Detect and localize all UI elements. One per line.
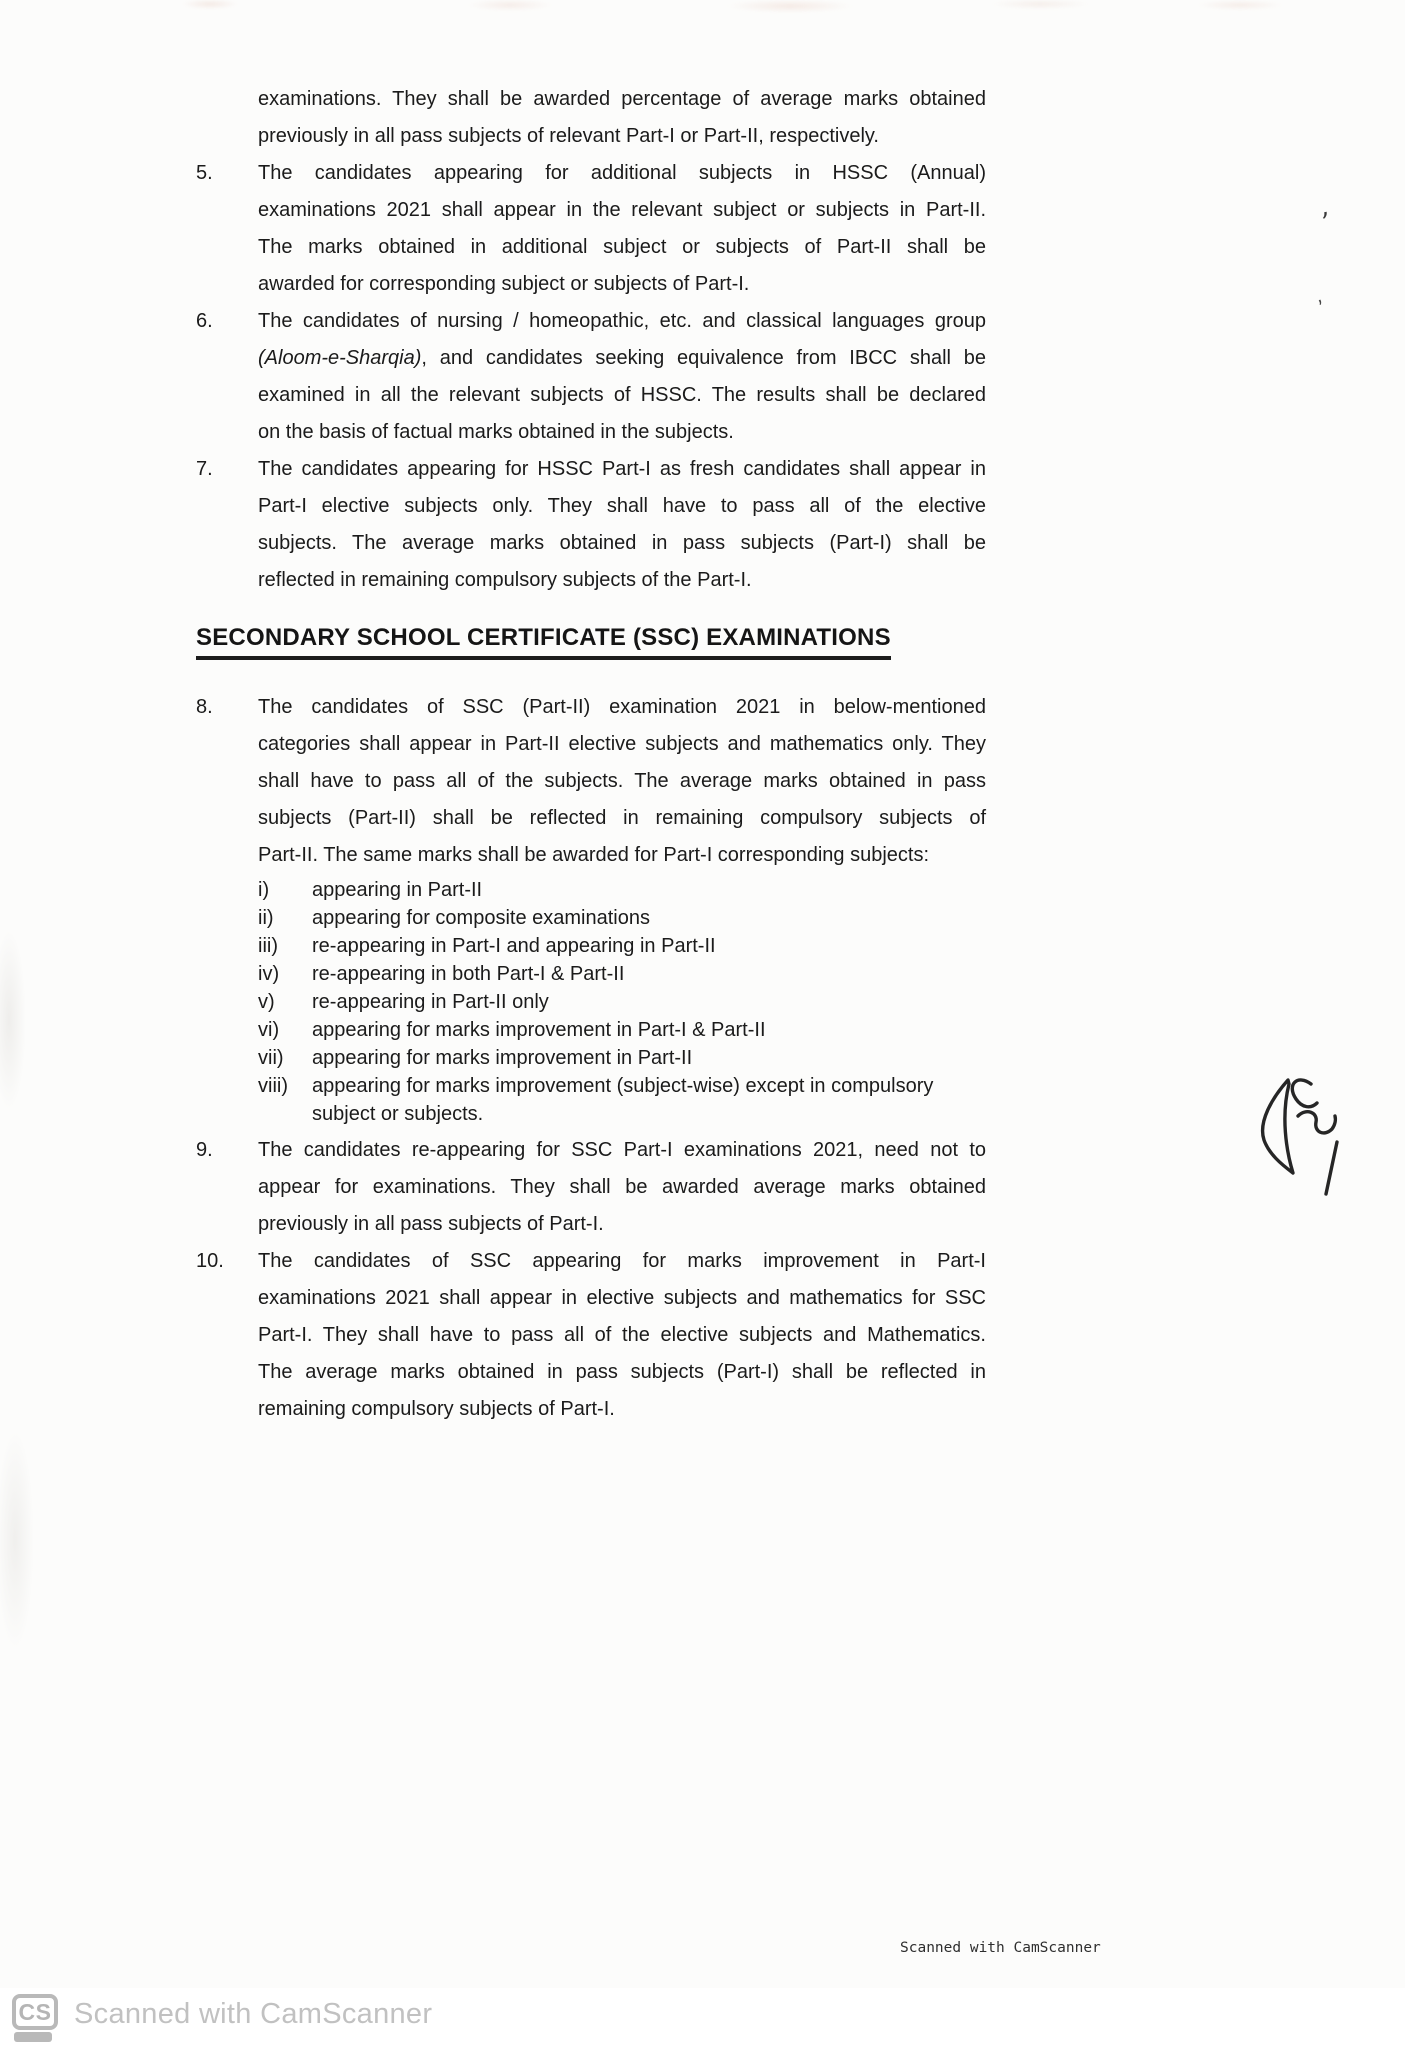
sublist-numeral: ii): [258, 907, 274, 929]
text-line: re-appearing in Part-II only: [312, 991, 549, 1013]
sublist-numeral: i): [258, 879, 270, 901]
item-number: 9.: [196, 1139, 213, 1161]
document-body: [196, 81, 986, 1428]
sublist-numeral: iii): [258, 935, 278, 957]
text-line: The candidates re-appearing for SSC Part-I examinations 2021, need not to: [258, 1139, 986, 1161]
paragraph-item-5: [196, 155, 986, 303]
sublist-categories: [258, 876, 986, 1128]
camscanner-logo-icon: [12, 1994, 60, 2042]
text-line: Part-I. They shall have to pass all of the elective subjects and Mathematics.: [258, 1324, 986, 1346]
text-line: examinations 2021 shall appear in the relevant subject or subjects in Part-II.: [258, 199, 986, 221]
text-line: Part-II. The same marks shall be awarded for Part-I corresponding subjects:: [258, 844, 930, 866]
text-segment: , and candidates seeking equivalence from IBCC shall be: [421, 347, 986, 369]
text-line: categories shall appear in Part-II elective subjects and mathematics only. They: [258, 733, 986, 755]
item-number: 8.: [196, 696, 213, 718]
text-line: remaining compulsory subjects of Part-I.: [258, 1398, 615, 1420]
text-line: awarded for corresponding subject or subjects of Part-I.: [258, 273, 750, 295]
text-line: appearing for marks improvement (subject-wise) except in compulsory: [312, 1075, 934, 1097]
text-line: examined in all the relevant subjects of HSSC. The results shall be declared: [258, 384, 986, 406]
text-line: appearing for marks improvement in Part-II: [312, 1047, 693, 1069]
text-line: [258, 340, 986, 377]
text-line: appear for examinations. They shall be awarded average marks obtained: [258, 1176, 986, 1198]
text-line: re-appearing in both Part-I & Part-II: [312, 963, 625, 985]
scan-smudge: [0, 1430, 34, 1650]
handwritten-signature: [1248, 1072, 1348, 1207]
text-line: examinations 2021 shall appear in elective subjects and mathematics for SSC: [258, 1287, 986, 1309]
text-line: The candidates of SSC (Part-II) examination 2021 in below-mentioned: [258, 696, 986, 718]
text-line: re-appearing in Part-I and appearing in Part-II: [312, 935, 716, 957]
text-line: subjects. The average marks obtained in pass subjects (Part-I) shall be: [258, 532, 986, 554]
text-line: The candidates appearing for additional subjects in HSSC (Annual): [258, 162, 986, 184]
pen-mark: ,: [1308, 286, 1326, 308]
paragraph-item-8: [196, 689, 986, 874]
italic-term: (Aloom-e-Sharqia): [258, 347, 422, 369]
sublist-item-ii: [258, 904, 986, 932]
item-number: 6.: [196, 310, 213, 332]
sublist-item-viii: [258, 1072, 986, 1128]
section-heading-ssc: SECONDARY SCHOOL CERTIFICATE (SSC) EXAMINATIONS: [196, 622, 891, 660]
text-line: subject or subjects.: [312, 1103, 484, 1125]
text-line: The candidates of SSC appearing for marks improvement in Part-I: [258, 1250, 986, 1272]
sublist-item-v: [258, 988, 986, 1016]
item-number: [196, 81, 258, 155]
text-line: shall have to pass all of the subjects. The average marks obtained in pass: [258, 770, 986, 792]
sublist-item-iii: [258, 932, 986, 960]
camscanner-footer-bar: [0, 1988, 1405, 2048]
paragraph-item-7: [196, 451, 986, 599]
paragraph-item-6: [196, 303, 986, 451]
text-line: The candidates of nursing / homeopathic, etc. and classical languages group: [258, 310, 986, 332]
text-line: examinations. They shall be awarded percentage of average marks obtained: [258, 88, 986, 110]
camscanner-logo-tab: [14, 2032, 52, 2042]
text-line: previously in all pass subjects of relevant Part-I or Part-II, respectively.: [258, 125, 879, 147]
sublist-numeral: vii): [258, 1047, 284, 1069]
text-line: appearing in Part-II: [312, 879, 483, 901]
sublist-numeral: iv): [258, 963, 280, 985]
item-number: 7.: [196, 458, 213, 480]
sublist-numeral: v): [258, 991, 275, 1013]
sublist-item-vi: [258, 1016, 986, 1044]
pen-mark: ,: [1317, 191, 1331, 223]
text-line: on the basis of factual marks obtained in the subjects.: [258, 421, 734, 443]
scan-edge-noise: [90, 0, 1330, 16]
sublist-numeral: vi): [258, 1019, 280, 1041]
text-line: Part-I elective subjects only. They shall have to pass all of the elective: [258, 495, 986, 517]
camscanner-footer-text: Scanned with CamScanner: [74, 1998, 433, 2030]
paragraph-continuation: [196, 81, 986, 155]
text-line: appearing for composite examinations: [312, 907, 650, 929]
item-number: 5.: [196, 162, 213, 184]
text-line: The candidates appearing for HSSC Part-I as fresh candidates shall appear in: [258, 458, 986, 480]
scan-smudge: [0, 930, 26, 1110]
sublist-numeral: viii): [258, 1075, 288, 1097]
paragraph-item-9: [196, 1132, 986, 1243]
sublist-item-vii: [258, 1044, 986, 1072]
text-line: subjects (Part-II) shall be reflected in remaining compulsory subjects of: [258, 807, 986, 829]
text-line: The marks obtained in additional subject or subjects of Part-II shall be: [258, 236, 986, 258]
text-line: reflected in remaining compulsory subjects of the Part-I.: [258, 569, 752, 591]
sublist-item-i: [258, 876, 986, 904]
camscanner-inline-watermark: Scanned with CamScanner: [900, 1940, 1101, 1956]
paragraph-item-10: [196, 1243, 986, 1428]
text-line: appearing for marks improvement in Part-I & Part-II: [312, 1019, 766, 1041]
camscanner-logo-letters: CS: [12, 1994, 58, 2030]
text-line: previously in all pass subjects of Part-I.: [258, 1213, 604, 1235]
text-line: The average marks obtained in pass subjects (Part-I) shall be reflected in: [258, 1361, 986, 1383]
sublist-item-iv: [258, 960, 986, 988]
item-number: 10.: [196, 1250, 224, 1272]
